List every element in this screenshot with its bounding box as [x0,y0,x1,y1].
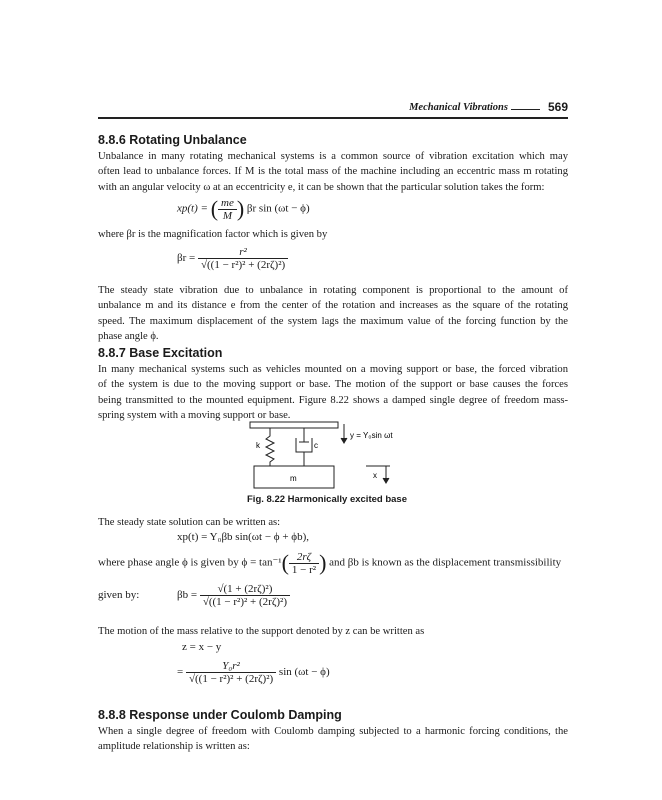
eq-numerator: r² [239,246,247,258]
label-m: m [290,474,297,483]
coulomb-damping-paragraph [98,724,568,755]
text-line: In many mechanical systems such as vehicles mounted on a moving support or base, the forced vibration [98,364,568,375]
page-number: 569 [547,100,568,114]
eq-denominator: √((1 − r²)² + (2rζ)²) [186,672,276,685]
eq-denominator: 1 − r² [289,563,319,576]
equation-z: z = x − y [182,641,222,653]
equation-beta-r [177,246,288,271]
eq-denominator: √((1 − r²)² + (2rζ)²) [198,258,288,271]
eq-lhs: βr = [177,252,196,265]
damper-c [296,428,312,466]
x-arrowhead [383,478,389,483]
text-line: phase angle ϕ. [98,330,159,342]
eq-lhs: βb = [177,589,198,602]
running-header [98,100,568,116]
phase-text: where phase angle ϕ is given by ϕ = tan⁻¹ [98,556,282,569]
section-heading-coulomb-damping: 8.8.8 Response under Coulomb Damping [98,708,342,722]
magnification-intro: where βr is the magnification factor which is given by [98,229,328,240]
text-line: being transmitted to the mounted equipment. Figure 8.22 shows a damped single degree of freedom mass- [98,394,568,406]
text-line: Unbalance in many rotating mechanical systems is a common source of vibration excitation which may [98,151,568,162]
y-arrowhead [341,438,347,443]
label-k: k [256,441,260,450]
text-line: often lead to unbalance forces. If M is the total mass of the machine including an eccentric mass m rotating [98,166,568,178]
figure-caption: Fig. 8.22 Harmonically excited base [247,494,407,505]
transmissibility-text: and βb is known as the displacement transmissibility [329,556,562,569]
given-by-label: given by: [98,589,140,601]
base-excitation-paragraph [98,362,568,423]
spring-k [266,428,274,466]
text-line: The steady state vibration due to unbalance in rotating component is proportional to the amount of [98,285,568,296]
header-dash [511,109,540,110]
base-excitation-diagram [240,420,400,490]
label-c: c [314,441,318,450]
text-line: When a single degree of freedom with Coulomb damping subjected to a harmonic forcing conditions, the [98,726,568,737]
header-rule [98,117,568,119]
phase-angle-line: where phase angle ϕ is given by ϕ = tan⁻¹( $\frac{2r\zeta}{\text{1 − r²}}$ ) and βb is known as the displacement transmissibility [98,550,562,576]
eq-denominator: √((1 − r²)² + (2rζ)²) [200,595,290,608]
section-heading-base-excitation: 8.8.7 Base Excitation [98,346,223,360]
text-line: speed. The maximum displacement of the system lags the maximum value of the forcing function by the [98,315,568,327]
header-title: Mechanical Vibrations [409,102,508,113]
relative-motion-intro: The motion of the mass relative to the support denoted by z can be written as [98,626,425,637]
label-y: y = Y₀sin ωt [350,431,393,440]
eq-numerator: Y₀r² [222,660,240,672]
eq-lhs: xp(t) = [177,202,208,215]
steady-state-paragraph [98,283,568,344]
label-x: x [373,471,377,480]
equation-z-expanded: = $\frac{\text{Y₀r²}}{\text{√((1 − r²)² + (2rζ)²)}}$ sin (ωt − ϕ) [177,660,330,685]
eq-numerator: 2rζ [296,550,312,563]
section-heading-rotating-unbalance: 8.8.6 Rotating Unbalance [98,133,247,147]
eq-numerator: me [221,196,234,209]
equation-xp-base: xp(t) = Y₀βb sin(ωt − ϕ + ϕb), [177,531,309,543]
eq-numerator: √(1 + (2rζ)²) [217,583,273,595]
eq-rhs: sin (ωt − ϕ) [278,666,330,679]
text-line: unbalance m and its distance e from the center of the rotation and increases as the square of the rotating [98,300,568,312]
text-line: of the system is due to the moving support or base. The motion of the support or base causes the forces [98,379,568,391]
steady-state-solution-intro: The steady state solution can be written as: [98,517,281,528]
equation-xp-unbalance: xp(t) = ( $\frac{me}{M}$ ) βr sin (ωt − ϕ) [177,196,310,222]
eq-denominator: M [218,209,237,222]
text-line: with an angular velocity ω at an eccentricity e, it can be shown that the particular solution takes the form: [98,181,545,193]
equation-beta-b [177,583,290,608]
text-line: amplitude relationship is written as: [98,741,250,753]
base-plate [250,422,338,428]
rotating-unbalance-paragraph [98,149,568,195]
text-line: spring system with a moving support or base. [98,409,291,421]
eq-rhs: βr sin (ωt − ϕ) [246,202,310,215]
